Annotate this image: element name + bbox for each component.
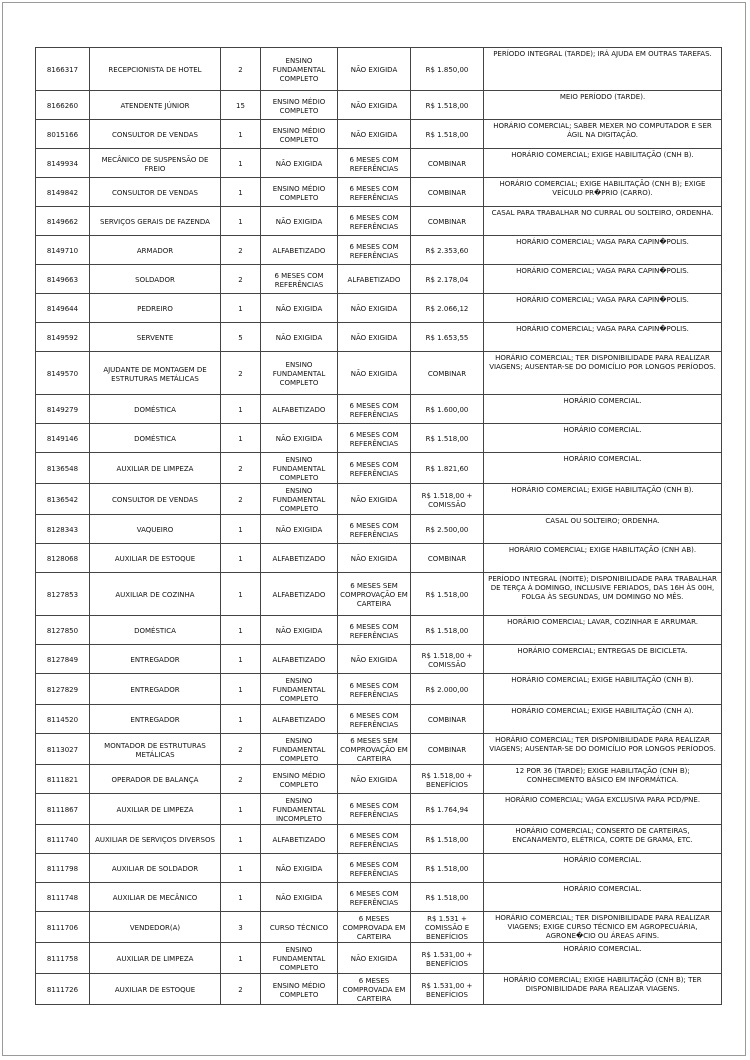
experience-cell: NÃO EXIGIDA	[338, 645, 411, 674]
salary-cell: R$ 1.518,00	[411, 424, 484, 453]
education-cell: NÃO EXIGIDA	[261, 616, 338, 645]
education-cell: ALFABETIZADO	[261, 645, 338, 674]
education-cell: ENSINO FUNDAMENTAL COMPLETO	[261, 48, 338, 91]
job-title-cell: VAQUEIRO	[90, 515, 221, 544]
experience-cell: 6 MESES COM REFERÊNCIAS	[338, 515, 411, 544]
job-code-cell: 8149842	[36, 178, 90, 207]
salary-cell: R$ 1.518,00	[411, 91, 484, 120]
table-row	[36, 515, 722, 544]
vacancies-cell: 1	[221, 616, 261, 645]
experience-cell: 6 MESES COM REFERÊNCIAS	[338, 616, 411, 645]
job-code-cell: 8127850	[36, 616, 90, 645]
table-row	[36, 48, 722, 91]
education-cell: NÃO EXIGIDA	[261, 149, 338, 178]
salary-cell: R$ 1.531,00 + BENEFÍCIOS	[411, 974, 484, 1005]
experience-cell: 6 MESES COM REFERÊNCIAS	[338, 178, 411, 207]
salary-cell: COMBINAR	[411, 705, 484, 734]
job-title-cell: VENDEDOR(A)	[90, 912, 221, 943]
salary-cell: R$ 1.821,60	[411, 453, 484, 484]
vacancies-cell: 1	[221, 943, 261, 974]
job-title-cell: RECEPCIONISTA DE HOTEL	[90, 48, 221, 91]
salary-cell: R$ 2.178,04	[411, 265, 484, 294]
salary-cell: R$ 1.518,00 + COMISSÃO	[411, 645, 484, 674]
job-code-cell: 8113027	[36, 734, 90, 765]
job-title-cell: ENTREGADOR	[90, 674, 221, 705]
vacancies-cell: 1	[221, 573, 261, 616]
job-code-cell: 8111740	[36, 825, 90, 854]
education-cell: ALFABETIZADO	[261, 825, 338, 854]
table-row	[36, 395, 722, 424]
table-row	[36, 453, 722, 484]
job-code-cell: 8128068	[36, 544, 90, 573]
vacancies-cell: 2	[221, 265, 261, 294]
job-code-cell: 8149279	[36, 395, 90, 424]
experience-cell: NÃO EXIGIDA	[338, 484, 411, 515]
salary-cell: COMBINAR	[411, 352, 484, 395]
job-details-cell: HORÁRIO COMERCIAL; VAGA EXCLUSIVA PARA PCD/PNE.	[484, 794, 722, 825]
salary-cell: R$ 1.518,00 + BENEFÍCIOS	[411, 765, 484, 794]
education-cell: ENSINO MÉDIO COMPLETO	[261, 120, 338, 149]
education-cell: CURSO TÉCNICO	[261, 912, 338, 943]
education-cell: ENSINO FUNDAMENTAL COMPLETO	[261, 943, 338, 974]
education-cell: ALFABETIZADO	[261, 573, 338, 616]
job-title-cell: AUXILIAR DE SOLDADOR	[90, 854, 221, 883]
vacancies-cell: 2	[221, 734, 261, 765]
job-title-cell: AUXILIAR DE LIMPEZA	[90, 794, 221, 825]
vacancies-cell: 2	[221, 453, 261, 484]
education-cell: ALFABETIZADO	[261, 236, 338, 265]
experience-cell: NÃO EXIGIDA	[338, 294, 411, 323]
experience-cell: 6 MESES COM REFERÊNCIAS	[338, 149, 411, 178]
vacancies-cell: 3	[221, 912, 261, 943]
job-code-cell: 8127849	[36, 645, 90, 674]
job-code-cell: 8111798	[36, 854, 90, 883]
job-details-cell: HORÁRIO COMERCIAL.	[484, 395, 722, 424]
job-code-cell: 8149570	[36, 352, 90, 395]
table-row	[36, 236, 722, 265]
education-cell: NÃO EXIGIDA	[261, 515, 338, 544]
job-code-cell: 8111821	[36, 765, 90, 794]
job-title-cell: SERVIÇOS GERAIS DE FAZENDA	[90, 207, 221, 236]
vacancies-cell: 1	[221, 149, 261, 178]
document-page	[2, 2, 746, 1056]
job-details-cell: HORÁRIO COMERCIAL; EXIGE HABILITAÇÃO (CNH B); EXIGE VEÍCULO PR�PRIO (CARRO).	[484, 178, 722, 207]
table-row	[36, 825, 722, 854]
job-details-cell: HORÁRIO COMERCIAL; LAVAR, COZINHAR E ARRUMAR.	[484, 616, 722, 645]
job-code-cell: 8111867	[36, 794, 90, 825]
job-code-cell: 8149146	[36, 424, 90, 453]
education-cell: ENSINO FUNDAMENTAL INCOMPLETO	[261, 794, 338, 825]
salary-cell: COMBINAR	[411, 734, 484, 765]
education-cell: NÃO EXIGIDA	[261, 424, 338, 453]
education-cell: ENSINO FUNDAMENTAL COMPLETO	[261, 734, 338, 765]
experience-cell: 6 MESES COM REFERÊNCIAS	[338, 794, 411, 825]
experience-cell: ALFABETIZADO	[338, 265, 411, 294]
experience-cell: 6 MESES COM REFERÊNCIAS	[338, 395, 411, 424]
job-details-cell: HORÁRIO COMERCIAL; TER DISPONIBILIDADE PARA REALIZAR VIAGENS; AUSENTAR-SE DO DOMICÍLIO POR LONGOS PERÍODOS.	[484, 734, 722, 765]
job-code-cell: 8015166	[36, 120, 90, 149]
job-title-cell: ENTREGADOR	[90, 705, 221, 734]
salary-cell: R$ 2.066,12	[411, 294, 484, 323]
job-title-cell: MONTADOR DE ESTRUTURAS METÁLICAS	[90, 734, 221, 765]
job-vacancies-table	[35, 47, 722, 1005]
job-rows	[36, 48, 722, 1005]
experience-cell: 6 MESES COM REFERÊNCIAS	[338, 674, 411, 705]
table-row	[36, 912, 722, 943]
job-details-cell: HORÁRIO COMERCIAL; EXIGE HABILITAÇÃO (CNH B).	[484, 674, 722, 705]
table-row	[36, 794, 722, 825]
experience-cell: 6 MESES COMPROVADA EM CARTEIRA	[338, 912, 411, 943]
experience-cell: NÃO EXIGIDA	[338, 120, 411, 149]
education-cell: 6 MESES COM REFERÊNCIAS	[261, 265, 338, 294]
vacancies-cell: 1	[221, 645, 261, 674]
vacancies-cell: 1	[221, 544, 261, 573]
job-details-cell: HORÁRIO COMERCIAL; VAGA PARA CAPIN�POLIS.	[484, 323, 722, 352]
experience-cell: 6 MESES COM REFERÊNCIAS	[338, 854, 411, 883]
table-row	[36, 149, 722, 178]
table-row	[36, 705, 722, 734]
table-row	[36, 484, 722, 515]
vacancies-cell: 2	[221, 236, 261, 265]
job-title-cell: CONSULTOR DE VENDAS	[90, 178, 221, 207]
vacancies-cell: 1	[221, 825, 261, 854]
table-row	[36, 294, 722, 323]
job-code-cell: 8149663	[36, 265, 90, 294]
job-details-cell: PERÍODO INTEGRAL (TARDE); IRÁ AJUDA EM OUTRAS TAREFAS.	[484, 48, 722, 91]
salary-cell: R$ 1.653,55	[411, 323, 484, 352]
job-title-cell: CONSULTOR DE VENDAS	[90, 120, 221, 149]
education-cell: NÃO EXIGIDA	[261, 854, 338, 883]
experience-cell: 6 MESES COM REFERÊNCIAS	[338, 705, 411, 734]
salary-cell: COMBINAR	[411, 178, 484, 207]
table-row	[36, 645, 722, 674]
job-details-cell: HORÁRIO COMERCIAL; VAGA PARA CAPIN�POLIS.	[484, 294, 722, 323]
experience-cell: NÃO EXIGIDA	[338, 48, 411, 91]
education-cell: ALFABETIZADO	[261, 544, 338, 573]
education-cell: ENSINO FUNDAMENTAL COMPLETO	[261, 674, 338, 705]
vacancies-cell: 15	[221, 91, 261, 120]
job-title-cell: AJUDANTE DE MONTAGEM DE ESTRUTURAS METÁLICAS	[90, 352, 221, 395]
salary-cell: COMBINAR	[411, 207, 484, 236]
vacancies-cell: 1	[221, 207, 261, 236]
experience-cell: NÃO EXIGIDA	[338, 544, 411, 573]
salary-cell: R$ 2.500,00	[411, 515, 484, 544]
table-row	[36, 178, 722, 207]
education-cell: ALFABETIZADO	[261, 705, 338, 734]
job-code-cell: 8111758	[36, 943, 90, 974]
education-cell: ENSINO MÉDIO COMPLETO	[261, 91, 338, 120]
job-details-cell: HORÁRIO COMERCIAL; VAGA PARA CAPIN�POLIS.	[484, 265, 722, 294]
education-cell: ENSINO MÉDIO COMPLETO	[261, 178, 338, 207]
experience-cell: 6 MESES COM REFERÊNCIAS	[338, 825, 411, 854]
vacancies-cell: 2	[221, 48, 261, 91]
experience-cell: 6 MESES SEM COMPROVAÇÃO EM CARTEIRA	[338, 573, 411, 616]
salary-cell: R$ 1.531,00 + BENEFÍCIOS	[411, 943, 484, 974]
salary-cell: R$ 1.764,94	[411, 794, 484, 825]
job-code-cell: 8149592	[36, 323, 90, 352]
job-details-cell: HORÁRIO COMERCIAL; EXIGE HABILITAÇÃO (CNH B).	[484, 484, 722, 515]
salary-cell: R$ 1.518,00	[411, 120, 484, 149]
job-title-cell: AUXILIAR DE MECÂNICO	[90, 883, 221, 912]
job-title-cell: DOMÉSTICA	[90, 424, 221, 453]
experience-cell: NÃO EXIGIDA	[338, 943, 411, 974]
education-cell: NÃO EXIGIDA	[261, 207, 338, 236]
education-cell: ENSINO FUNDAMENTAL COMPLETO	[261, 352, 338, 395]
experience-cell: NÃO EXIGIDA	[338, 91, 411, 120]
vacancies-cell: 1	[221, 705, 261, 734]
experience-cell: 6 MESES COM REFERÊNCIAS	[338, 236, 411, 265]
table-row	[36, 974, 722, 1005]
job-code-cell: 8111706	[36, 912, 90, 943]
experience-cell: 6 MESES COMPROVADA EM CARTEIRA	[338, 974, 411, 1005]
job-title-cell: AUXILIAR DE LIMPEZA	[90, 453, 221, 484]
salary-cell: COMBINAR	[411, 149, 484, 178]
education-cell: NÃO EXIGIDA	[261, 883, 338, 912]
job-details-cell: HORÁRIO COMERCIAL.	[484, 854, 722, 883]
vacancies-cell: 2	[221, 974, 261, 1005]
job-title-cell: ATENDENTE JÚNIOR	[90, 91, 221, 120]
job-code-cell: 8136542	[36, 484, 90, 515]
job-code-cell: 8149644	[36, 294, 90, 323]
job-code-cell: 8166317	[36, 48, 90, 91]
job-details-cell: HORÁRIO COMERCIAL; EXIGE HABILITAÇÃO (CNH AB).	[484, 544, 722, 573]
job-details-cell: PERÍODO INTEGRAL (NOITE); DISPONIBILIDADE PARA TRABALHAR DE TERÇA À DOMINGO, INCLUSIVE FERIADOS, DAS 16H ÀS 00H, FOLGA ÀS SEGUNDAS, UM DOMINGO NO MÊS.	[484, 573, 722, 616]
salary-cell: R$ 1.518,00	[411, 825, 484, 854]
job-title-cell: ENTREGADOR	[90, 645, 221, 674]
job-title-cell: DOMÉSTICA	[90, 616, 221, 645]
experience-cell: NÃO EXIGIDA	[338, 765, 411, 794]
job-code-cell: 8111748	[36, 883, 90, 912]
vacancies-cell: 2	[221, 484, 261, 515]
salary-cell: R$ 1.518,00	[411, 854, 484, 883]
vacancies-cell: 1	[221, 883, 261, 912]
vacancies-cell: 1	[221, 294, 261, 323]
experience-cell: NÃO EXIGIDA	[338, 352, 411, 395]
job-code-cell: 8149934	[36, 149, 90, 178]
job-details-cell: HORÁRIO COMERCIAL; SABER MEXER NO COMPUTADOR E SER ÁGIL NA DIGITAÇÃO.	[484, 120, 722, 149]
vacancies-cell: 1	[221, 178, 261, 207]
experience-cell: 6 MESES SEM COMPROVAÇÃO EM CARTEIRA	[338, 734, 411, 765]
job-title-cell: AUXILIAR DE ESTOQUE	[90, 544, 221, 573]
salary-cell: COMBINAR	[411, 544, 484, 573]
salary-cell: R$ 1.518,00	[411, 616, 484, 645]
job-code-cell: 8114520	[36, 705, 90, 734]
job-code-cell: 8127829	[36, 674, 90, 705]
table-row	[36, 120, 722, 149]
table-row	[36, 91, 722, 120]
job-title-cell: AUXILIAR DE SERVIÇOS DIVERSOS	[90, 825, 221, 854]
table-row	[36, 854, 722, 883]
job-details-cell: HORÁRIO COMERCIAL.	[484, 883, 722, 912]
vacancies-cell: 1	[221, 674, 261, 705]
experience-cell: 6 MESES COM REFERÊNCIAS	[338, 207, 411, 236]
table-row	[36, 323, 722, 352]
job-code-cell: 8149662	[36, 207, 90, 236]
table-row	[36, 207, 722, 236]
job-details-cell: MEIO PERÍODO (TARDE).	[484, 91, 722, 120]
job-details-cell: HORÁRIO COMERCIAL; EXIGE HABILITAÇÃO (CNH B).	[484, 149, 722, 178]
job-code-cell: 8128343	[36, 515, 90, 544]
table-row	[36, 765, 722, 794]
salary-cell: R$ 1.518,00	[411, 573, 484, 616]
table-row	[36, 352, 722, 395]
salary-cell: R$ 1.600,00	[411, 395, 484, 424]
experience-cell: 6 MESES COM REFERÊNCIAS	[338, 424, 411, 453]
job-details-cell: HORÁRIO COMERCIAL.	[484, 943, 722, 974]
salary-cell: R$ 2.353,60	[411, 236, 484, 265]
vacancies-cell: 5	[221, 323, 261, 352]
job-title-cell: PEDREIRO	[90, 294, 221, 323]
job-title-cell: SOLDADOR	[90, 265, 221, 294]
job-title-cell: SERVENTE	[90, 323, 221, 352]
vacancies-cell: 1	[221, 794, 261, 825]
vacancies-cell: 1	[221, 120, 261, 149]
job-details-cell: HORÁRIO COMERCIAL; TER DISPONIBILIDADE PARA REALIZAR VIAGENS; AUSENTAR-SE DO DOMICÍLIO POR LONGOS PERÍODOS.	[484, 352, 722, 395]
education-cell: ENSINO FUNDAMENTAL COMPLETO	[261, 453, 338, 484]
salary-cell: R$ 1.850,00	[411, 48, 484, 91]
salary-cell: R$ 1.531 + COMISSÃO E BENEFÍCIOS	[411, 912, 484, 943]
job-details-cell: HORÁRIO COMERCIAL; TER DISPONIBILIDADE PARA REALIZAR VIAGENS; EXIGE CURSO TÉCNICO EM AGROPECUÁRIA, AGRONE�CIO OU ÁREAS AFINS.	[484, 912, 722, 943]
job-title-cell: AUXILIAR DE COZINHA	[90, 573, 221, 616]
table-row	[36, 616, 722, 645]
table-row	[36, 265, 722, 294]
job-details-cell: HORÁRIO COMERCIAL; EXIGE HABILITAÇÃO (CNH A).	[484, 705, 722, 734]
education-cell: ENSINO MÉDIO COMPLETO	[261, 765, 338, 794]
salary-cell: R$ 1.518,00 + COMISSÃO	[411, 484, 484, 515]
salary-cell: R$ 1.518,00	[411, 883, 484, 912]
job-title-cell: OPERADOR DE BALANÇA	[90, 765, 221, 794]
table-row	[36, 734, 722, 765]
education-cell: ENSINO FUNDAMENTAL COMPLETO	[261, 484, 338, 515]
job-title-cell: AUXILIAR DE ESTOQUE	[90, 974, 221, 1005]
job-details-cell: HORÁRIO COMERCIAL; VAGA PARA CAPIN�POLIS.	[484, 236, 722, 265]
education-cell: NÃO EXIGIDA	[261, 323, 338, 352]
job-title-cell: AUXILIAR DE LIMPEZA	[90, 943, 221, 974]
job-details-cell: 12 POR 36 (TARDE); EXIGE HABILITAÇÃO (CNH B); CONHECIMENTO BÁSICO EM INFORMÁTICA.	[484, 765, 722, 794]
experience-cell: 6 MESES COM REFERÊNCIAS	[338, 453, 411, 484]
job-details-cell: HORÁRIO COMERCIAL.	[484, 424, 722, 453]
job-code-cell: 8166260	[36, 91, 90, 120]
job-details-cell: HORÁRIO COMERCIAL.	[484, 453, 722, 484]
job-details-cell: CASAL PARA TRABALHAR NO CURRAL OU SOLTEIRO, ORDENHA.	[484, 207, 722, 236]
experience-cell: NÃO EXIGIDA	[338, 323, 411, 352]
vacancies-cell: 1	[221, 854, 261, 883]
job-code-cell: 8111726	[36, 974, 90, 1005]
job-details-cell: HORÁRIO COMERCIAL; EXIGE HABILITAÇÃO (CNH B); TER DISPONIBILIDADE PARA REALIZAR VIAGENS.	[484, 974, 722, 1005]
vacancies-cell: 1	[221, 395, 261, 424]
table-row	[36, 883, 722, 912]
job-code-cell: 8127853	[36, 573, 90, 616]
vacancies-cell: 1	[221, 515, 261, 544]
job-details-cell: HORÁRIO COMERCIAL; CONSERTO DE CARTEIRAS, ENCANAMENTO, ELÉTRICA, CORTE DE GRAMA, ETC.	[484, 825, 722, 854]
job-details-cell: HORÁRIO COMERCIAL; ENTREGAS DE BICICLETA.	[484, 645, 722, 674]
job-code-cell: 8149710	[36, 236, 90, 265]
table-row	[36, 544, 722, 573]
job-title-cell: DOMÉSTICA	[90, 395, 221, 424]
vacancies-cell: 2	[221, 765, 261, 794]
table-row	[36, 573, 722, 616]
job-code-cell: 8136548	[36, 453, 90, 484]
education-cell: ALFABETIZADO	[261, 395, 338, 424]
vacancies-cell: 2	[221, 352, 261, 395]
job-title-cell: MECÂNICO DE SUSPENSÃO DE FREIO	[90, 149, 221, 178]
table-row	[36, 424, 722, 453]
experience-cell: 6 MESES COM REFERÊNCIAS	[338, 883, 411, 912]
table-row	[36, 674, 722, 705]
table-row	[36, 943, 722, 974]
education-cell: NÃO EXIGIDA	[261, 294, 338, 323]
job-title-cell: CONSULTOR DE VENDAS	[90, 484, 221, 515]
job-title-cell: ARMADOR	[90, 236, 221, 265]
education-cell: ENSINO MÉDIO COMPLETO	[261, 974, 338, 1005]
salary-cell: R$ 2.000,00	[411, 674, 484, 705]
job-details-cell: CASAL OU SOLTEIRO; ORDENHA.	[484, 515, 722, 544]
vacancies-cell: 1	[221, 424, 261, 453]
